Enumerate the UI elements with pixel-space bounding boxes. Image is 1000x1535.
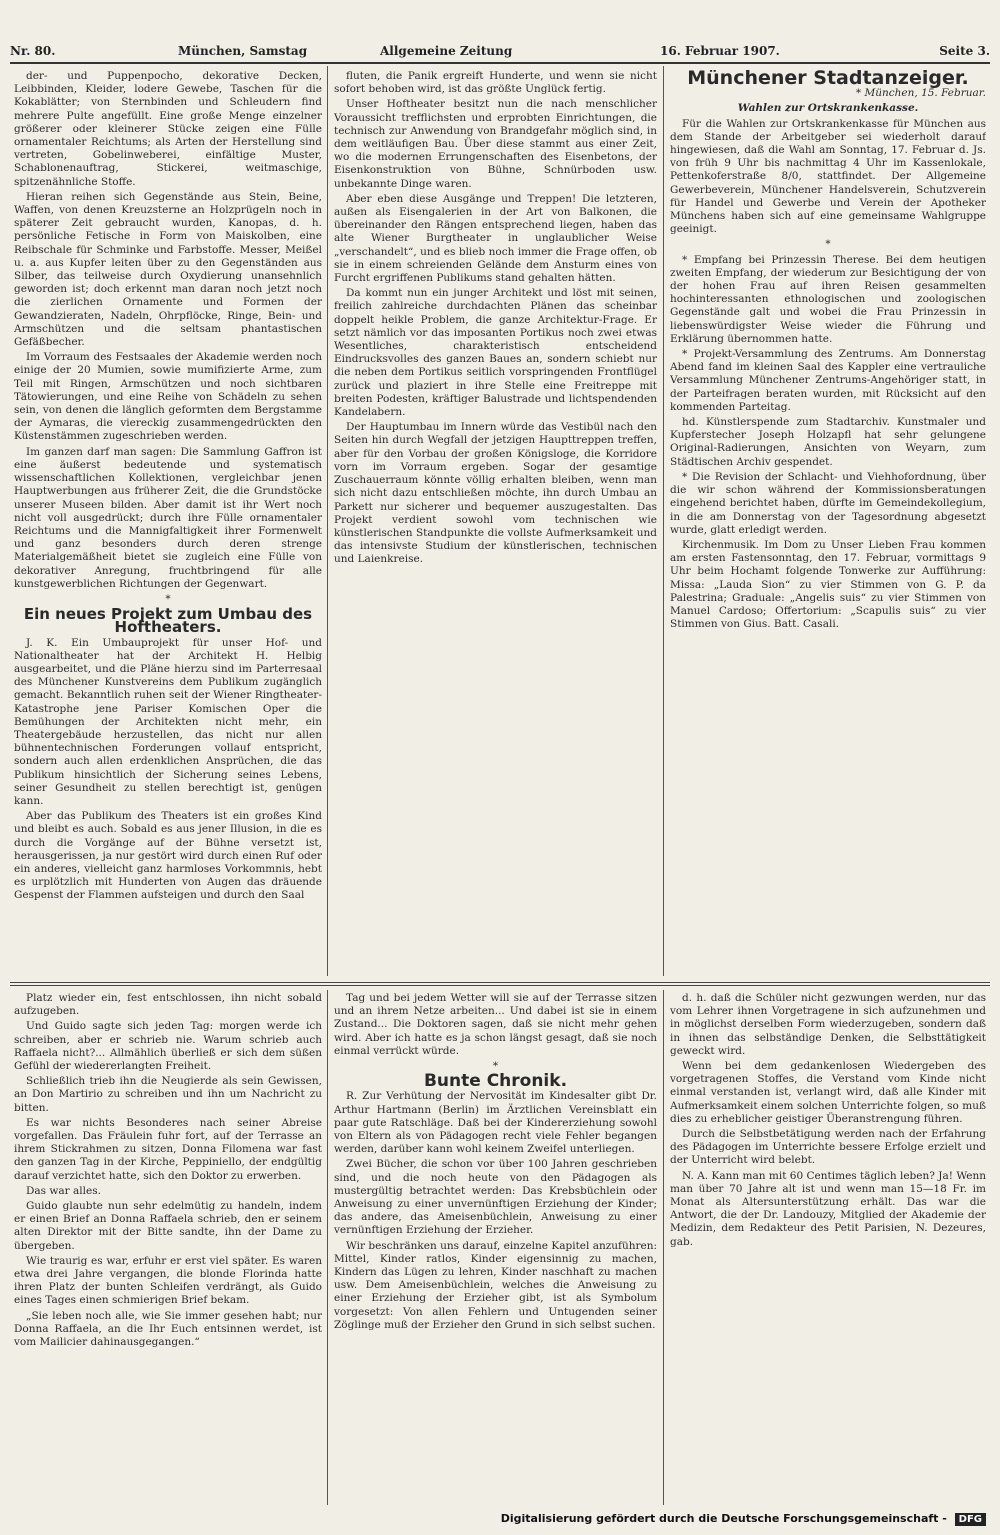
article-subheading: Wahlen zur Ortskrankenkasse. <box>737 102 919 115</box>
issue-number: Nr. 80. <box>10 44 56 58</box>
paragraph: „Sie leben noch alle, wie Sie immer gesehen habt; nur Donna Raffaela, an die Ihr Euch entsinnen werdet, ist vom Mailicier dahinausgegangen.“ <box>14 1309 322 1349</box>
paragraph: Guido glaubte nun sehr edelmütig zu handeln, indem er einen Brief an Donna Raffaela schrieb, den er seinem alten Direktor mit der Bitte sandte, ihn der Dame zu übergeben. <box>14 1200 322 1252</box>
paragraph: R. Zur Verhütung der Nervosität im Kindesalter gibt Dr. Arthur Hartmann (Berlin) im Ärztlichen Vereinsblatt ein paar gute Ratschläge. Daß bei der Kindererziehung sowohl von Eltern als von Pädagogen recht viele Fehler begangen werden, darüber kann wohl keinem Zweifel unterliegen. <box>334 1090 657 1156</box>
paragraph: J. K. Ein Umbauprojekt für unser Hof- und Nationaltheater hat der Architekt H. Helbig ausgearbeitet, und die Pläne hierzu sind im Parterresaal des Münchener Kunstvereins dem Publikum zugänglich gemacht. Bekanntlich ruhen seit der Wiener Ringtheater-Katastrophe jene Pariser Komischen Oper die Bemühungen der Architekten nicht mehr, ein Theatergebäude herzustellen, das nicht nur allen bühnentechnischen Forderungen vollauf entspricht, sondern auch allen erdenklichen Ansprüchen, die das Publikum hinsichtlich der Sicherung seines Lebens, seiner Gesundheit zu stellen berechtigt ist, genügen kann. <box>14 636 322 807</box>
paragraph: * Projekt-Versammlung des Zentrums. Am Donnerstag Abend fand im kleinen Saal des Kappler eine vertrauliche Versammlung Münchener Zentrums-Angehöriger statt, in der Parteifragen beraten wurden, mit Rücksicht auf den kommenden Parteitag. <box>670 348 986 413</box>
paragraph: Wir beschränken uns darauf, einzelne Kapitel anzuführen: Mittel, Kinder ratlos, Kinder eigensinnig zu machen, Kindern das Lügen zu lehren, Kinder naschhaft zu machen usw. Dem Ameisenbüchlein, welches die Anweisung zu einer Erziehung der Erzieher gibt, ist als Symbolum vorgesetzt: Von allen Fehlern und Untugenden seiner Zöglinge muß der Erzieher den Grund in sich selbst suchen. <box>334 1239 657 1331</box>
paragraph: Platz wieder ein, fest entschlossen, ihn nicht sobald aufzugeben. <box>14 992 322 1018</box>
paragraph: Im Vorraum des Festsaales der Akademie werden noch einige der 20 Mumien, sowie mumifizierte Arme, zum Teil mit Ringen, Armschützen und noch sichtbaren Tätowierungen, und eine Reihe von Schädeln zu sehen sein, von denen die länglich geformten dem Bergstamme der Aymaras, die viereckig zusammengedrückten den Küstenstämmen zugeschrieben werden. <box>14 351 322 443</box>
paragraph: Wie traurig es war, erfuhr er erst viel später. Es waren etwa drei Jahre vergangen, die blonde Florinda hatte ihren Platz der bunten Schleifen verdrängt, als Guido eines Tages einen schmierigen Brief bekam. <box>14 1254 322 1307</box>
paragraph: fluten, die Panik ergreift Hunderte, und wenn sie nicht sofort behoben wird, ist das größte Unglück fertig. <box>334 70 657 96</box>
digitization-credit <box>501 1512 986 1526</box>
section-rule <box>10 985 990 986</box>
paragraph: * Die Revision der Schlacht- und Viehhofordnung, über die wir schon während der Kommissionsberatungen eingehend berichtet haben, dürfte im Gemeindekollegium, in die am Donnerstag von der Tagesordnung abgesetzt wurde, glatt erledigt werden. <box>670 470 986 536</box>
column-2-upper <box>334 70 657 975</box>
section-star: * <box>825 238 831 251</box>
paragraph: Aber das Publikum des Theaters ist ein großes Kind und bleibt es auch. Sobald es aus jener Illusion, in die es durch die Vorgänge auf der Bühne versetzt ist, herausgerissen, ja nur gestört wird durch einen Ruf oder ein anderes, vielleicht ganz harmloses Vorkommnis, hebt es urplötzlich mit Hunderten von Augen das dräuende Gespenst der Flammen aufsteigen und durch den Saal <box>14 810 322 902</box>
column-rule <box>663 66 664 976</box>
paper-title: Allgemeine Zeitung <box>380 44 513 58</box>
column-rule <box>327 66 328 976</box>
place-date: München, Samstag <box>178 44 308 58</box>
paragraph: Kirchenmusik. Im Dom zu Unser Lieben Frau kommen am ersten Fastensonntag, den 17. Februar, vormittags 9 Uhr beim Hochamt folgende Tonwerke zur Aufführung: Missa: „Lauda Sion“ zu vier Stimmen von G. P. da Palestrina; Graduale: „Angelis suis“ zu vier Stimmen von Manuel Cardoso; Offertorium: „Scapulis suis“ zu vier Stimmen von Gius. Batt. Casali. <box>670 538 986 631</box>
section-heading: Münchener Stadtanzeiger. <box>687 70 969 89</box>
paragraph: der- und Puppenpocho, dekorative Decken, Leibbinden, Kleider, lodere Gewebe, Taschen für die Kokablätter; von Sternbinden und Schleudern find mehrere Pulte angefüllt. Eine große Menge einzelner größerer oder kleinerer Stücke zeigen eine Fülle ornamentaler Reichtums; als Arten der Herstellung sind vertreten, Gobelinweberei, einfältige Muster, Schablonenauftrag, Stickerei, weitmaschige, spitzenähnliche Stoffe. <box>14 70 322 188</box>
paragraph: hd. Künstlerspende zum Stadtarchiv. Kunstmaler und Kupferstecher Joseph Holzapfl hat sehr gelungene Original-Radierungen, Ansichten von Weyarn, zum Städtischen Archiv gespendet. <box>670 416 986 468</box>
column-3-upper <box>670 70 986 975</box>
paragraph: Zwei Bücher, die schon vor über 100 Jahren geschrieben sind, und die noch heute von den Pädagogen als mustergültig betrachtet werden: Das Krebsbüchlein oder Anweisung zu einer unvernünftigen Erziehung der Kinder; das andere, das Ameisenbüchlein, Anweisung zu einer vernünftigen Erziehung der Erzieher. <box>334 1158 657 1237</box>
paragraph: Im ganzen darf man sagen: Die Sammlung Gaffron ist eine äußerst bedeutende und systematisch wissenschaftlichen Kollektionen, vergleichbar jenen Hauptwerbungen aus früherer Zeit, die die Grundstöcke unserer Museen bilden. Aber damit ist ihr Wert noch nicht voll ausgedrückt; durch ihre Fülle ornamentaler Reichtums und die Mannigfaltigkeit ihrer Formenwelt und ganz besonders durch deren strenge Materialgemäßheit bietet sie zugleich eine Fülle von dekorativer Anregung, fruchtbringend für alle kunstgewerblichen Richtungen der Gegenwart. <box>14 445 322 590</box>
page-number: Seite 3. <box>939 44 990 58</box>
column-rule <box>327 990 328 1505</box>
column-rule <box>663 990 664 1505</box>
paragraph: * Empfang bei Prinzessin Therese. Bei dem heutigen zweiten Empfang, der wiederum zur Besichtigung der von der hohen Frau auf ihren Reisen gesammelten hochinteressanten ethnologischen und zoologischen Gegenstände galt und wobei die Frau Prinzessin in liebenswürdigster Weise wieder die Führung und Erklärung übernommen hatte. <box>670 253 986 345</box>
issue-date: 16. Februar 1907. <box>660 44 780 58</box>
paragraph: Durch die Selbstbetätigung werden nach der Erfahrung des Pädagogen im Unterrichte bessere Erfolge erzielt und der Unterricht wird belebt. <box>670 1128 986 1167</box>
paragraph: Und Guido sagte sich jeden Tag: morgen werde ich schreiben, aber er schrieb nie. Warum schrieb auch Raffaela nicht?... Allmählich überließ er sich dem süßen Gefühl der wiedererlangten Freiheit. <box>14 1020 322 1073</box>
column-3-lower <box>670 992 986 1502</box>
paragraph: N. A. Kann man mit 60 Centimes täglich leben? Ja! Wenn man über 70 Jahre alt ist und wenn man 15—18 Fr. im Monat als Altersunterstützung erhält. Das war die Antwort, die der Dr. Landouzy, Mitglied der Akademie der Medizin, dem Redakteur des Petit Parisien, N. Dezeures, gab. <box>670 1169 986 1248</box>
paragraph: Für die Wahlen zur Ortskrankenkasse für München aus dem Stande der Arbeitgeber sei wiederholt darauf hingewiesen, daß die Wahl am Sonntag, 17. Februar d. Js. von früh 9 Uhr bis nachmittag 4 Uhr im Kassenlokale, Pettenkoferstraße 8/0, stattfindet. Der Allgemeine Gewerbeverein, Münchener Handelsverein, Schutzverein für Handel und Gewerbe und Verein der Apotheker Münchens haben sich auf eine gemeinsame Wahlgruppe geeinigt. <box>670 117 986 236</box>
paragraph: d. h. daß die Schüler nicht gezwungen werden, nur das vom Lehrer ihnen Vorgetragene in sich aufzunehmen und in möglichst derselben Form wiederzugeben, sondern daß in ihnen das selbständige Denken, die Selbsttätigkeit geweckt wird. <box>670 992 986 1057</box>
masthead <box>10 40 990 64</box>
column-1-upper <box>14 70 322 975</box>
paragraph: Aber eben diese Ausgänge und Treppen! Die letzteren, außen als Eisengalerien in der Art von Balkonen, die übereinander den Rängen entsprechend liegen, haben das alte Wiener Burgtheater in unglaublicher Weise „verschandelt“, und es blieb noch immer die Frage offen, ob sie in einem schreienden Gelände dem Ansturm eines von Furcht ergriffenen Publikums stand gehalten hätten. <box>334 192 657 285</box>
credit-text: Digitalisierung gefördert durch die Deutsche Forschungsgemeinschaft - <box>500 1512 947 1525</box>
paragraph: Schließlich trieb ihn die Neugierde als sein Gewissen, an Don Martirio zu schreiben und ihn um Nachricht zu bitten. <box>14 1075 322 1114</box>
dateline: * München, 15. Februar. <box>855 87 986 100</box>
column-2-lower <box>334 992 657 1502</box>
paragraph: Das war alles. <box>26 1184 101 1197</box>
paragraph: Es war nichts Besonderes nach seiner Abreise vorgefallen. Das Fräulein fuhr fort, auf der Terrasse an ihrem Stickrahmen zu sitzen, Donna Filomena war fast den ganzen Tag in der Kirche, Peppiniello, der endgültig darauf verzichtet hatte, sich den Doktor zu erwerben. <box>14 1116 322 1182</box>
section-star: * <box>165 592 171 605</box>
section-rule <box>10 982 990 983</box>
paragraph: Da kommt nun ein junger Architekt und löst mit seinen, freilich zahlreiche durchdachten Plänen das scheinbar doppelt heikle Problem, die ganze Architektur-Frage. Er setzt nämlich vor das imposanten Portikus noch zwei etwas Wesentliches, charakteristisch entscheidend Eindrucksvolles des ganzen Baues an, sondern schiebt nur die neben dem Portikus seitlich vorspringenden Frontflügel zurück und plaziert in ihre Stelle eine Freitreppe mit breiten Podesten, kräftiger Balustrade und lichtspendenden Kandelabern. <box>334 287 657 419</box>
paragraph: Unser Hoftheater besitzt nun die nach menschlicher Voraussicht trefflichsten und erprobten Einrichtungen, die technisch zur Anwendung von Brandgefahr möglich sind, in dem weitläufigen Bau. Über diese stammt aus einer Zeit, wo die modernen Errungenschaften des Eisenbetons, der Eisenkonstruktion von Bühne, Schnürboden usw. unbekannte Dinge waren. <box>334 98 657 190</box>
section-star: * <box>492 1060 499 1073</box>
article-heading: Ein neues Projekt zum Umbau des Hoftheaters. <box>23 605 313 637</box>
paragraph: Der Hauptumbau im Innern würde das Vestibül nach den Seiten hin durch Wegfall der jetzigen Haupttreppen treffen, aber für den Vorbau der großen Königsloge, die Korridore vorn im Vorraum ergeben. Sogar der gesamtige Zuschauerraum könnte völlig erhalten bleiben, wenn man sich nicht dazu entschließen möchte, ihn durch Umbau an Parkett nur sicherer und bequemer auszugestalten. Das Projekt verdient sowohl vom technischen wie künstlerischen Standpunkte die vollste Aufmerksamkeit und das intensivste Studium der künstlerischen, technischen und Laienkreise. <box>334 421 657 566</box>
paragraph: Tag und bei jedem Wetter will sie auf der Terrasse sitzen und an ihrem Netze arbeiten... Und dabei ist sie in einem Zustand... Die Doktoren sagen, daß sie nicht mehr gehen wird. Aber ich hatte es ja schon längst gesagt, daß sie noch einmal verrückt würde. <box>334 992 657 1057</box>
paragraph: Hieran reihen sich Gegenstände aus Stein, Beine, Waffen, von denen Kreuzsterne an Holzprügeln noch in späterer Zeit gebraucht wurden, Kanopas, d. h. persönliche Fetische in Form von Maiskolben, eine Reibschale für Schminke und Farbstoffe. Messer, Meißel u. a. aus Kupfer leiten über zu den Gegenständen aus Silber, das teilweise durch Oxydierung unansehnlich geworden ist; doch erkennt man daran noch jetzt noch die zierlichen Ornamente und Formen der Gewandzieraten, Nadeln, Ohrpflöcke, Ringe, Bein- und Armschützen und die seltsam phantastischen Gefäßbecher. <box>14 190 322 349</box>
dfg-logo: DFG <box>955 1513 986 1526</box>
section-heading: Bunte Chronik. <box>423 1071 568 1092</box>
paragraph: Wenn bei dem gedankenlosen Wiedergeben des vorgetragenen Stoffes, die Verstand vom Kinde nicht einmal verstanden ist, verlangt wird, daß alle Kinder mit Aufmerksamkeit einem solchen Unterrichte folgen, so muß dies zu erheblicher geistiger Überanstrengung führen. <box>670 1060 986 1125</box>
column-1-lower <box>14 992 322 1502</box>
